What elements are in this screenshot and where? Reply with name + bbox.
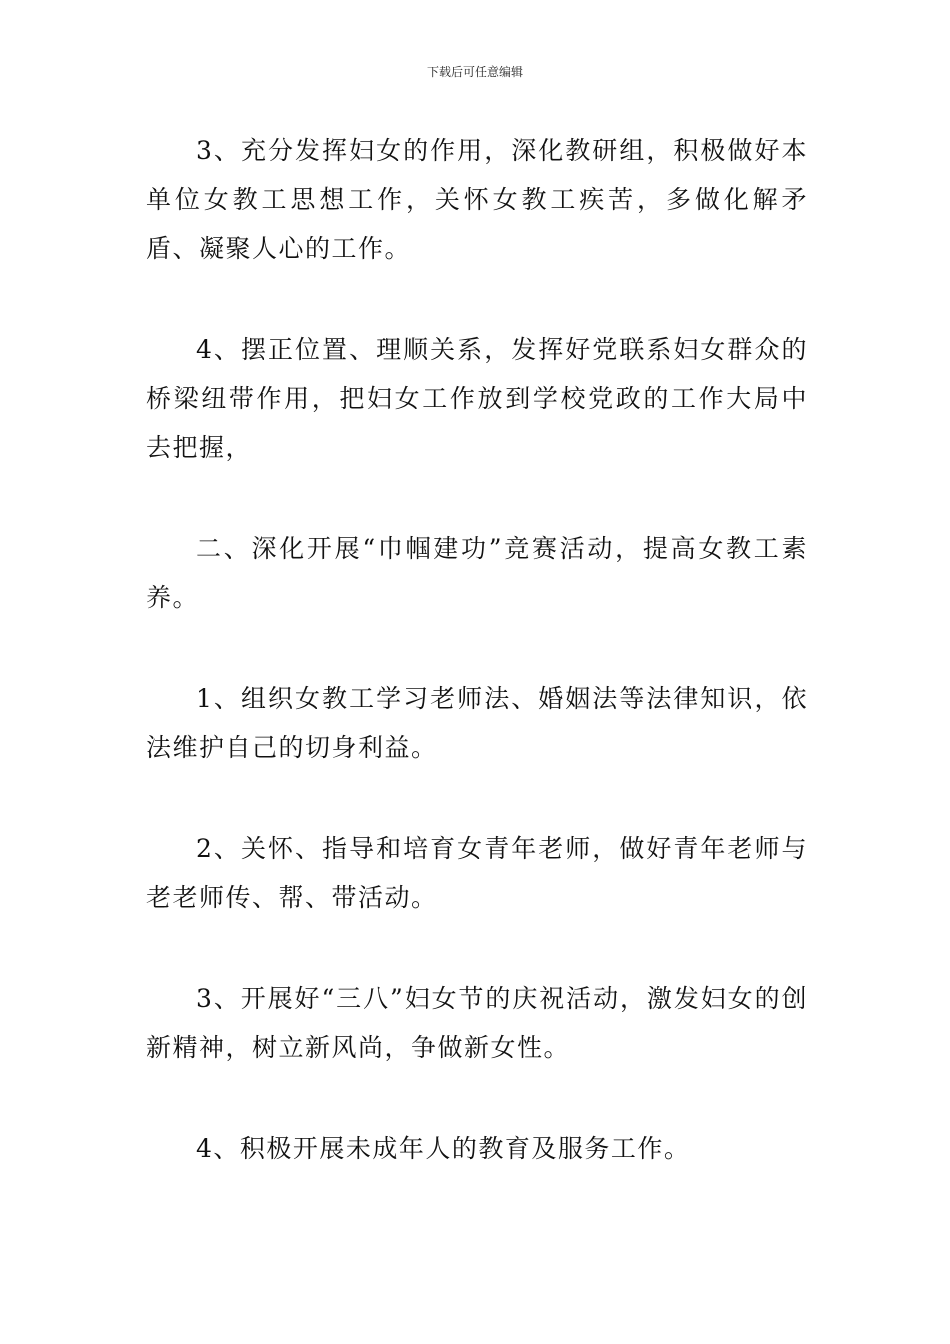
section-heading: 二、深化开展“巾帼建功”竞赛活动，提高女教工素养。 <box>146 534 808 612</box>
paragraph-gap <box>146 922 808 974</box>
paragraph-gap <box>146 1072 808 1124</box>
paragraph-4: 2、关怀、指导和培育女青年老师，做好青年老师与老老师传、帮、带活动。 <box>146 834 808 912</box>
document-body <box>146 126 808 1173</box>
paragraph-6: 4、积极开展未成年人的教育及服务工作。 <box>196 1134 691 1163</box>
page-header: 下载后可任意编辑 <box>426 65 523 79</box>
paragraph-5: 3、开展好“三八”妇女节的庆祝活动，激发妇女的创新精神，树立新风尚，争做新女性。 <box>146 984 808 1062</box>
paragraph-gap <box>146 472 808 524</box>
paragraph-1: 3、充分发挥妇女的作用，深化教研组，积极做好本单位女教工思想工作，关怀女教工疾苦，多做化解矛盾、凝聚人心的工作。 <box>146 136 808 263</box>
paragraph-gap <box>146 622 808 674</box>
paragraph-2: 4、摆正位置、理顺关系，发挥好党联系妇女群众的桥梁纽带作用，把妇女工作放到学校党政的工作大局中去把握， <box>146 335 808 462</box>
paragraph-gap <box>146 772 808 824</box>
paragraph-gap <box>146 273 808 325</box>
paragraph-3: 1、组织女教工学习老师法、婚姻法等法律知识，依法维护自己的切身利益。 <box>146 684 808 762</box>
